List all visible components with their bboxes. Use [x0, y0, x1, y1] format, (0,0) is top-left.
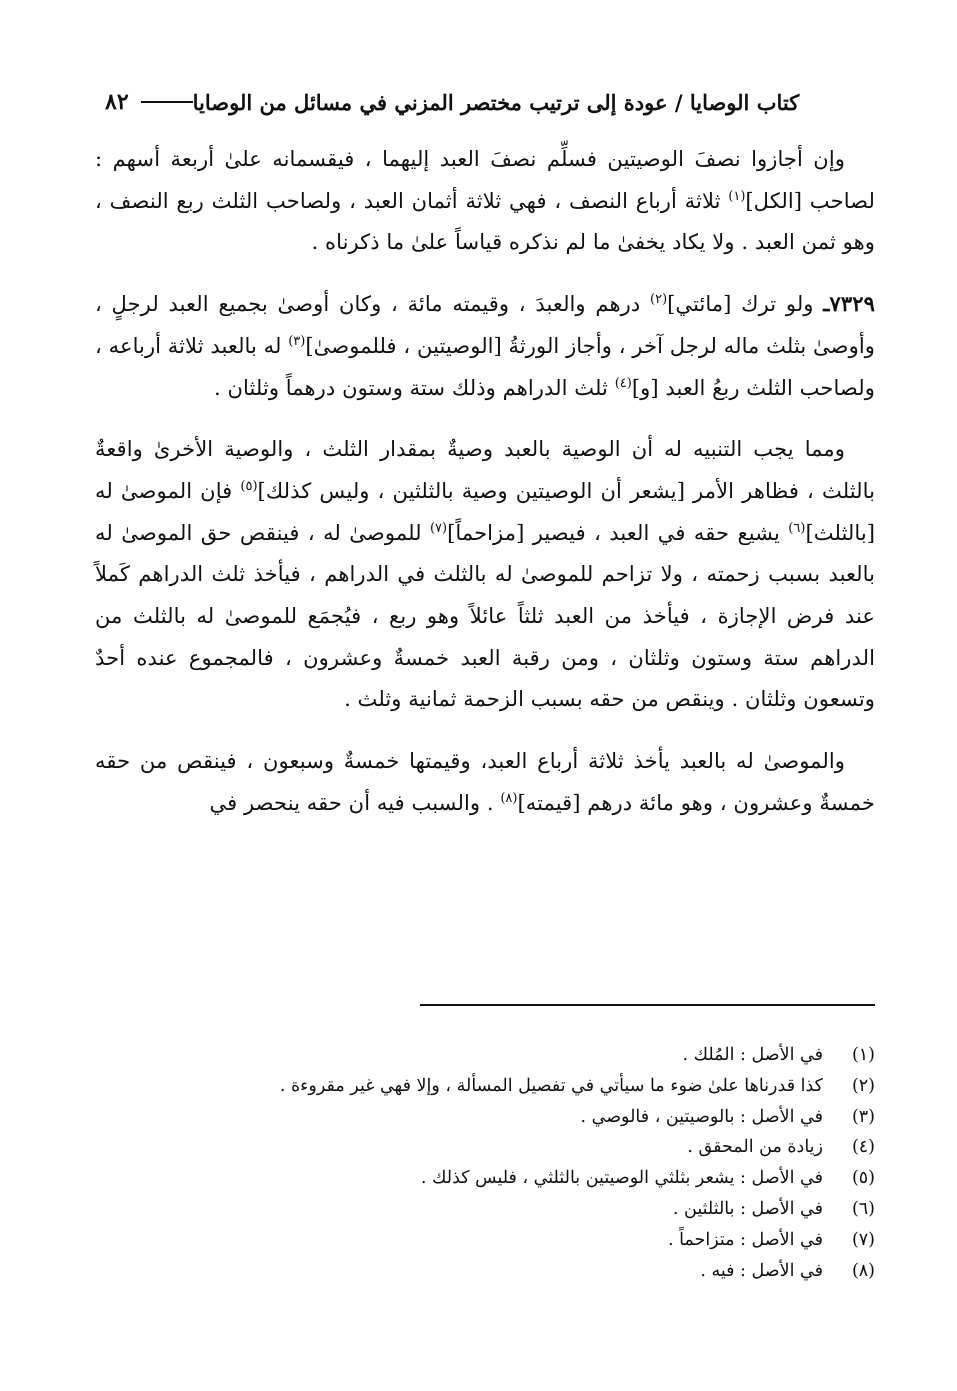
footnote-ref-4: (٤) — [614, 375, 632, 391]
footnote-text: كذا قدرناها علىٰ ضوء ما سيأتي في تفصيل المسألة ، وإلا فهي غير مقروءة . — [279, 1075, 823, 1096]
footnotes — [95, 1040, 875, 1286]
footnote-ref-2: (٢) — [650, 292, 668, 308]
footnote — [95, 1163, 875, 1194]
text-run: وإن أجازوا نصفَ الوصيتين فسلِّم نصفَ العبد إليهما ، فيقسمانه علىٰ أربعة أسهم : لصاحب [الكل] — [95, 146, 875, 213]
footnote-ref-7: (٧) — [429, 520, 448, 536]
text-run: للموصىٰ له ، فينقص حق الموصىٰ له بالعبد بسبب زحمته ، ولا تزاحم للموصىٰ له بالثلث في الدراهم ، فيأخذ ثلث الدراهم كَملاً عند فرض الإجازة ، فيأخذ من العبد ثلثاً عائلاً وهو ربع ، فيُجمَع للموصىٰ له بالثلث من الدراهم ستة وستون وثلثان ، ومن رقبة العبد خمسةٌ وعشرون ، فالمجموع عنده أحدٌ وتسعون وثلثان . وينقص من حقه بسبب الزحمة ثمانية وثلث . — [95, 519, 875, 712]
footnote-number: (٦) — [851, 1198, 875, 1219]
running-title: كتاب الوصايا / عودة إلى ترتيب مختصر المزني في مسائل من الوصايا — [192, 89, 800, 115]
footnote-text: في الأصل : بالوصيتين ، فالوصي . — [580, 1106, 823, 1127]
paragraph-3 — [95, 428, 875, 720]
main-text — [95, 138, 875, 824]
footnote-number: (١) — [851, 1045, 875, 1065]
text-run: ثلث الدراهم وذلك ستة وستون درهماً وثلثان . — [214, 374, 615, 400]
footnote — [95, 1102, 875, 1133]
text-run: والموصىٰ له بالعبد يأخذ ثلاثة أرباع العبد، وقيمتها خمسةٌ وسبعون ، فينقص من حقه خمسةٌ وعشرون ، وهو مائة درهم [قيمته] — [95, 748, 875, 815]
footnote-text: في الأصل : المُلك . — [682, 1045, 823, 1065]
footnote-number: (٥) — [851, 1168, 875, 1189]
footnote-text: في الأصل : بالثلثين . — [672, 1198, 823, 1219]
footnote-number: (٤) — [851, 1137, 875, 1158]
running-header — [95, 82, 875, 122]
text-run: فإن الموصىٰ له [بالثلث] — [95, 477, 875, 545]
footnote — [95, 1040, 875, 1071]
footnote-ref-5: (٥) — [240, 478, 258, 494]
footnote-separator — [420, 1004, 875, 1006]
header-dash — [141, 101, 193, 103]
text-run: ولو ترك [مائتي] — [667, 291, 824, 317]
text-run: ومما يجب التنبيه له أن الوصية بالعبد وصيةٌ بمقدار الثلث ، والوصية الأخرىٰ واقعةٌ بالثلث ، فظاهر الأمر [يشعر أن الوصيتين وصية بالثلثين ، وليس كذلك] — [95, 436, 875, 503]
footnote-number: (٨) — [851, 1260, 875, 1281]
footnote-text: زيادة من المحقق . — [687, 1137, 823, 1158]
footnote-text: في الأصل : متزاحماً . — [667, 1229, 823, 1250]
footnote-number: (٣) — [851, 1106, 875, 1127]
footnote-ref-3: (٣) — [288, 333, 306, 349]
page-number: ٨٢ — [105, 89, 129, 115]
text-run: يشيع حقه في العبد ، فيصير [مزاحماً] — [447, 519, 789, 545]
text-run: له بالعبد ثلاثة أرباعه ، ولصاحب الثلث ربعُ العبد [و] — [95, 332, 875, 400]
footnote — [95, 1225, 875, 1256]
text-run: درهم والعبدَ ، وقيمته مائة ، وكان أوصىٰ بجميع العبد لرجلٍ ، وأوصىٰ بثلث ماله لرجل آخر ، وأجاز الورثةُ [الوصيتين ، فللموصىٰ] — [95, 291, 875, 358]
footnote — [95, 1194, 875, 1225]
footnote-text: في الأصل : فيه . — [700, 1260, 823, 1281]
footnote-number: (٢) — [851, 1075, 875, 1096]
paragraph-7329 — [95, 283, 875, 408]
paragraph-1 — [95, 138, 875, 263]
footnote-number: (٧) — [851, 1229, 875, 1250]
footnote — [95, 1071, 875, 1102]
text-run: . والسبب فيه أن حقه ينحصر في — [209, 789, 501, 815]
footnote — [95, 1132, 875, 1163]
footnote-ref-8: (٨) — [500, 790, 518, 806]
entry-number: ٧٣٢٩ـ — [823, 291, 875, 317]
text-run: ثلاثة أرباع النصف ، فهي ثلاثة أثمان العبد ، ولصاحب الثلث ربع النصف ، وهو ثمن العبد . ولا يكاد يخفىٰ ما لم نذكره قياساً علىٰ ما ذكرناه . — [95, 187, 875, 255]
footnote — [95, 1256, 875, 1287]
paragraph-4 — [95, 740, 875, 823]
footnote-ref-1: (١) — [728, 188, 746, 204]
footnote-text: في الأصل : يشعر بثلثي الوصيتين بالثلثي ، فليس كذلك . — [420, 1168, 823, 1189]
footnote-ref-6: (٦) — [788, 520, 806, 536]
